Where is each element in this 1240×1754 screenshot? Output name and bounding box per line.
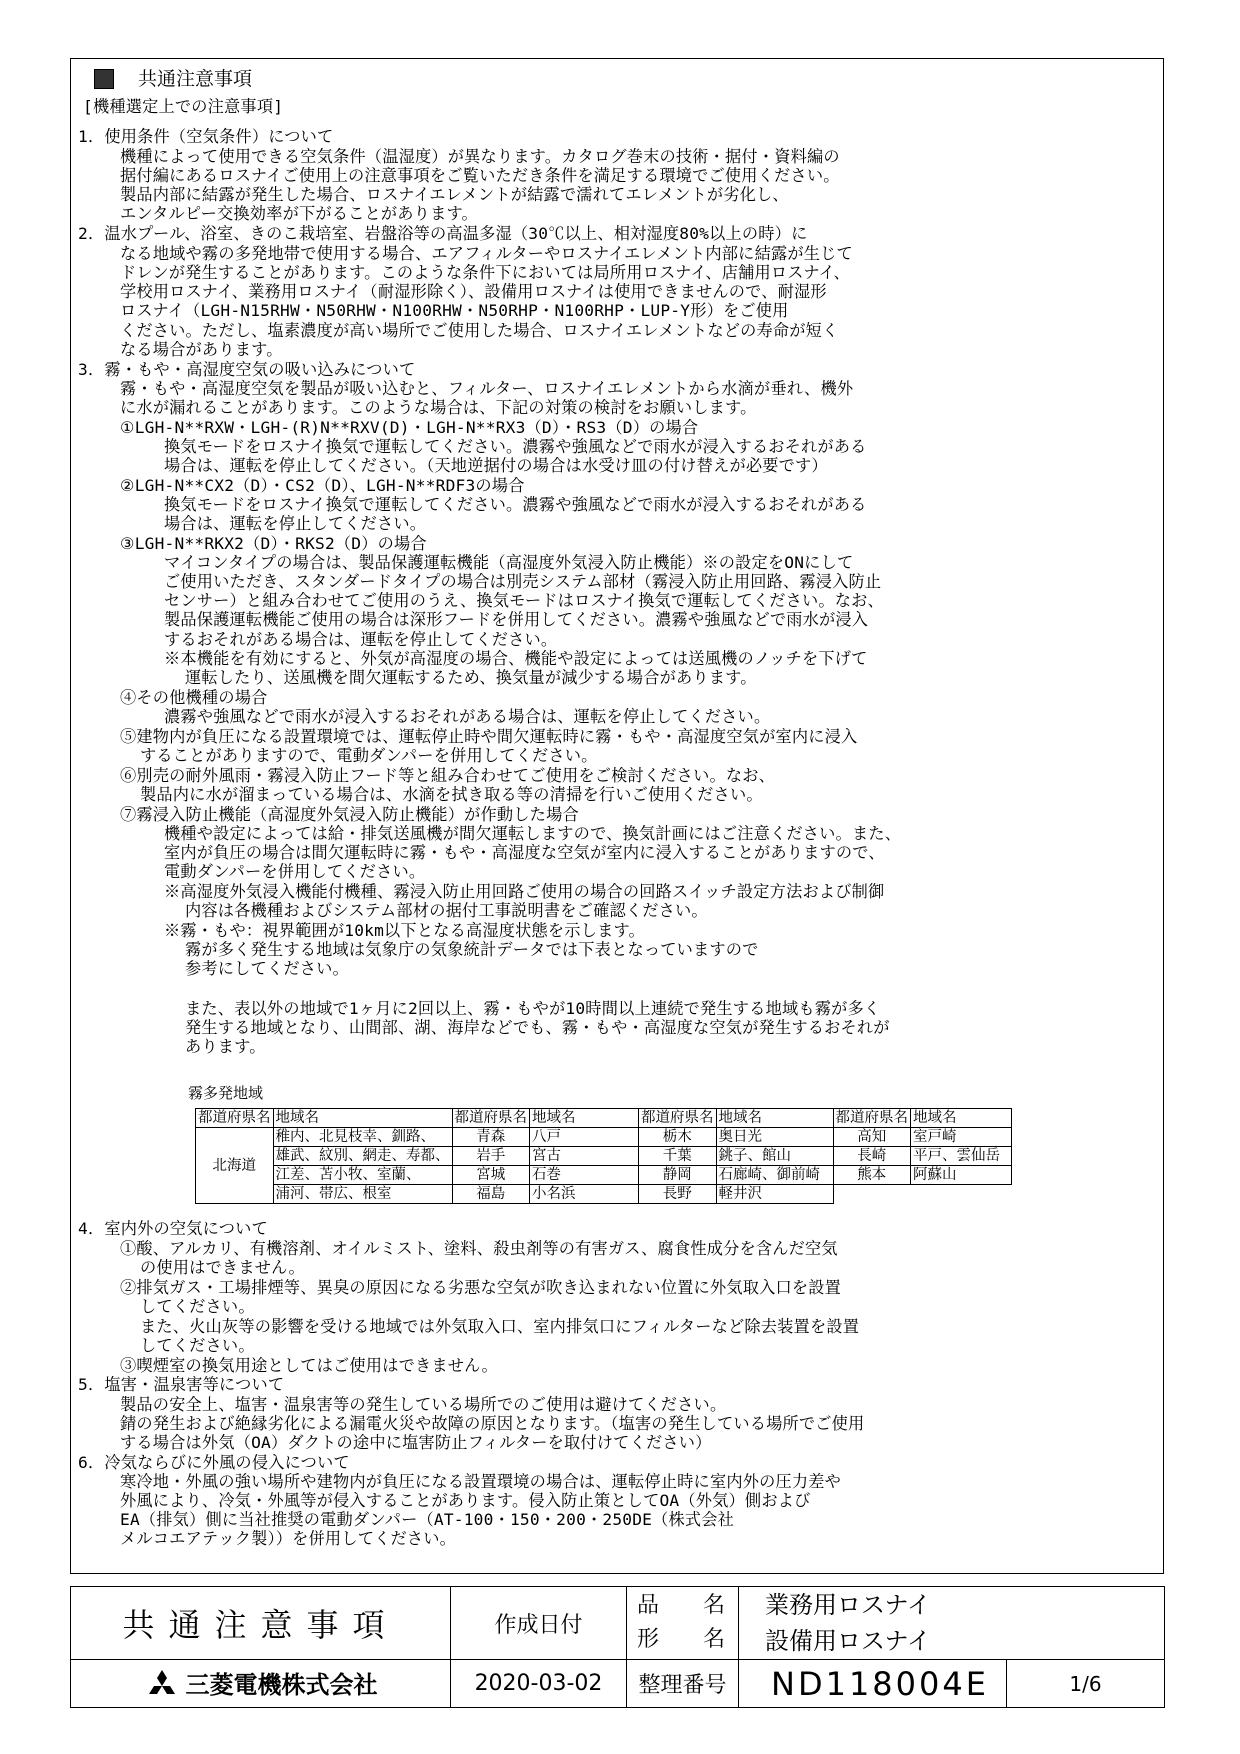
text-line: 寒冷地・外風の強い場所や建物内が負圧になる設置環境の場合は、運転停止時に室内外の圧力差や — [120, 1472, 842, 1491]
pref-cell: 長野 — [639, 1185, 717, 1204]
text-line: 1．使用条件（空気条件）について — [78, 127, 334, 146]
pref-cell: 静岡 — [639, 1166, 717, 1185]
table-row — [196, 1185, 1012, 1204]
area-cell: 石廊崎、御前崎 — [716, 1166, 833, 1185]
text-line: センサー）と組み合わせてご使用のうえ、換気モードはロスナイ換気で運転してください。なお、 — [164, 591, 884, 610]
text-line: ください。ただし、塩素濃度が高い場所でご使用した場合、ロスナイエレメントなどの寿命が短く — [120, 321, 839, 340]
company-name: 三菱電機株式会社 — [185, 1671, 378, 1699]
product-1: 業務用ロスナイ — [765, 1591, 931, 1619]
area-cell: 宮古 — [530, 1147, 639, 1166]
text-line: 機種や設定によっては給・排気送風機が間欠運転しますので、換気計画にはご注意ください。また、 — [164, 824, 902, 843]
fog-table-title: 霧多発地域 — [188, 1084, 264, 1102]
table-header-row — [196, 1109, 1012, 1128]
filled-square-icon — [94, 69, 114, 89]
text-line: ※高湿度外気浸入機能付機種、霧浸入防止用回路ご使用の場合の回路スイッチ設定方法および制御 — [164, 882, 885, 901]
text-line: 3．霧・もや・高湿度空気の吸い込みについて — [78, 360, 416, 379]
text-line: また、火山灰等の影響を受ける地域では外気取入口、室内排気口にフィルターなど除去装置を設置 — [140, 1317, 860, 1336]
text-line: 製品内部に結露が発生した場合、ロスナイエレメントが結露で濡れてエレメントが劣化し、 — [120, 185, 789, 204]
header-pref: 都道府県名 — [639, 1109, 717, 1128]
area-cell: 奥日光 — [716, 1128, 833, 1147]
area-cell: 江差、苫小牧、室蘭、 — [273, 1166, 452, 1185]
text-line: 場合は、運転を停止してください。 — [164, 514, 427, 533]
pref-cell: 宮城 — [452, 1166, 530, 1185]
area-cell: 室戸崎 — [911, 1128, 1012, 1147]
text-line: EA（排気）側に当社推奨の電動ダンパー（AT-100・150・200・250DE（株式会社 — [120, 1510, 735, 1529]
empty-cell — [911, 1185, 1012, 1204]
katamei-label-b: 名 — [703, 1627, 726, 1652]
text-line: 場合は、運転を停止してください。（天地逆据付の場合は水受け皿の付け替えが必要です） — [164, 456, 828, 475]
text-line: 運転したり、送風機を間欠運転するため、換気量が減少する場合があります。 — [185, 668, 757, 687]
product-name-labels — [627, 1587, 739, 1660]
page-number: 1/6 — [1007, 1660, 1165, 1708]
text-line: 換気モードをロスナイ換気で運転してください。濃霧や強風などで雨水が浸入するおそれがある — [164, 437, 867, 456]
area-cell: 軽井沢 — [716, 1185, 833, 1204]
text-line: してください。 — [140, 1297, 255, 1316]
text-line: ①酸、アルカリ、有機溶剤、オイルミスト、塗料、殺虫剤等の有害ガス、腐食性成分を含んだ空気 — [120, 1239, 838, 1258]
header-pref: 都道府県名 — [452, 1109, 530, 1128]
pref-cell: 熊本 — [833, 1166, 911, 1185]
text-line: ⑦霧浸入防止機能（高湿度外気浸入防止機能）が作動した場合 — [120, 805, 579, 824]
footer-title: 共通注意事項 — [71, 1587, 451, 1660]
product-2: 設備用ロスナイ — [765, 1627, 931, 1655]
area-cell: 銚子、館山 — [716, 1147, 833, 1166]
text-line: マイコンタイプの場合は、製品保護運転機能（高湿度外気浸入防止機能）※の設定をONにして — [164, 553, 854, 572]
header-pref: 都道府県名 — [833, 1109, 911, 1128]
text-line: あります。 — [185, 1037, 266, 1056]
hinmei-label-a: 品 — [637, 1593, 660, 1618]
text-line: 4．室内外の空気について — [78, 1219, 268, 1238]
text-line: 製品の安全上、塩害・温泉害等の発生している場所でのご使用は避けてください。 — [120, 1395, 727, 1414]
text-line: 室内が負圧の場合は間欠運転時に霧・もや・高湿度な空気が室内に浸入することがありますので、 — [164, 843, 885, 862]
area-cell: 石巻 — [530, 1166, 639, 1185]
header-area: 地域名 — [530, 1109, 639, 1128]
text-line: 換気モードをロスナイ換気で運転してください。濃霧や強風などで雨水が浸入するおそれがある — [164, 495, 867, 514]
text-line: ⑤建物内が負圧になる設置環境では、運転停止時や間欠運転時に霧・もや・高湿度空気が室内に浸入 — [120, 727, 858, 746]
text-line: 参考にしてください。 — [185, 959, 349, 978]
pref-cell: 高知 — [833, 1128, 911, 1147]
text-line: エンタルピー交換効率が下がることがあります。 — [120, 204, 478, 223]
seiri-label: 整理番号 — [627, 1660, 739, 1708]
text-line: なる地域や霧の多発地帯で使用する場合、エアフィルターやロスナイエレメント内部に結露が生じて — [120, 244, 853, 263]
text-line: ③LGH-N**RKX2（D）・RKS2（D）の場合 — [120, 534, 427, 553]
header-pref: 都道府県名 — [196, 1109, 274, 1128]
section-heading — [94, 66, 252, 92]
area-cell: 阿蘇山 — [911, 1166, 1012, 1185]
pref-cell: 栃木 — [639, 1128, 717, 1147]
text-line: ご使用いただき、スタンダードタイプの場合は別売システム部材（霧浸入防止用回路、霧浸入防止 — [164, 572, 882, 591]
text-line: 製品内に水が溜まっている場合は、水滴を拭き取る等の清掃を行いご使用ください。 — [140, 785, 763, 804]
created-label: 作成日付 — [451, 1587, 627, 1660]
text-line: ※霧・もや：視界範囲が10km以下となる高湿度状態を示します。 — [164, 921, 645, 940]
hinmei-label-b: 名 — [703, 1593, 726, 1618]
text-line: 霧が多く発生する地域は気象庁の気象統計データでは下表となっていますので — [185, 940, 759, 959]
text-line: ②LGH-N**CX2（D）・CS2（D）、LGH-N**RDF3の場合 — [120, 476, 525, 495]
text-line: 学校用ロスナイ、業務用ロスナイ（耐湿形除く）、設備用ロスナイは使用できませんので、耐湿形 — [120, 282, 827, 301]
text-line: してください。 — [140, 1336, 255, 1355]
pref-cell: 青森 — [452, 1128, 530, 1147]
fog-area-table — [195, 1108, 1012, 1204]
katamei-label-a: 形 — [637, 1627, 660, 1652]
text-line: することがありますので、電動ダンパーを併用してください。 — [140, 746, 598, 765]
text-line: ④その他機種の場合 — [120, 688, 268, 707]
text-line: ⑥別売の耐外風雨・霧浸入防止フード等と組み合わせてご使用をご検討ください。なお、 — [120, 766, 776, 785]
text-line: ①LGH-N**RXW・LGH-(R)N**RXV(D)・LGH-N**RX3（D）・RS3（D）の場合 — [120, 418, 699, 437]
header-area: 地域名 — [911, 1109, 1012, 1128]
area-cell: 小名浜 — [530, 1185, 639, 1204]
header-area: 地域名 — [273, 1109, 452, 1128]
table-row — [196, 1128, 1012, 1147]
text-line: するおそれがある場合は、運転を停止してください。 — [164, 630, 558, 649]
header-area: 地域名 — [716, 1109, 833, 1128]
text-line: に水が漏れることがあります。このような場合は、下記の対策の検討をお願いします。 — [120, 398, 757, 417]
area-cell: 平戸、雲仙岳 — [911, 1147, 1012, 1166]
text-line: ③喫煙室の換気用途としてはご使用はできません。 — [120, 1356, 498, 1375]
text-line: 外風により、冷気・外風等が侵入することがあります。侵入防止策としてOA（外気）側および — [120, 1491, 811, 1510]
table-row — [196, 1147, 1012, 1166]
area-cell: 雄武、紋別、網走、寿都、 — [273, 1147, 452, 1166]
text-line: メルコエアテック製））を併用してください。 — [120, 1529, 457, 1548]
text-line: 濃霧や強風などで雨水が浸入するおそれがある場合は、運転を停止してください。 — [164, 707, 771, 726]
section-heading-text: 共通注意事項 — [138, 68, 253, 90]
text-line: 内容は各機種およびシステム部材の据付工事説明書をご確認ください。 — [185, 901, 708, 920]
area-cell: 浦河、帯広、根室 — [273, 1185, 452, 1204]
text-line: 据付編にあるロスナイご使用上の注意事項をご覧いただき条件を満足する環境でご使用ください。 — [120, 166, 840, 185]
text-line: 製品保護運転機能ご使用の場合は深形フードを併用してください。濃霧や強風などで雨水が浸入 — [164, 610, 869, 629]
pref-cell: 長崎 — [833, 1147, 911, 1166]
pref-cell: 北海道 — [196, 1128, 274, 1204]
title-block — [70, 1586, 1165, 1708]
text-line: の使用はできません。 — [140, 1258, 305, 1277]
created-date: 2020-03-02 — [451, 1660, 627, 1708]
pref-cell: 福島 — [452, 1185, 530, 1204]
pref-cell: 千葉 — [639, 1147, 717, 1166]
text-line: 発生する地域となり、山間部、湖、海岸などでも、霧・もや・高湿度な空気が発生するおそれが — [185, 1018, 890, 1037]
empty-cell — [833, 1185, 911, 1204]
text-line: 機種によって使用できる空気条件（温湿度）が異なります。カタログ巻末の技術・据付・資料編の — [120, 147, 840, 166]
area-cell: 稚内、北見枝幸、釧路、 — [273, 1128, 452, 1147]
text-line: [機種選定上での注意事項] — [83, 97, 284, 116]
text-line: 錆の発生および絶縁劣化による漏電火災や故障の原因となります。（塩害の発生している場所でご使用 — [120, 1414, 865, 1433]
text-line: ②排気ガス・工場排煙等、異臭の原因になる劣悪な空気が吹き込まれない位置に外気取入口を設置 — [120, 1278, 842, 1297]
product-names — [739, 1587, 1165, 1660]
text-line: 6．冷気ならびに外風の侵入について — [78, 1453, 350, 1472]
text-line: ロスナイ（LGH-N15RHW・N50RHW・N100RHW・N50RHP・N100RHP・LUP-Y形）をご使用 — [120, 301, 789, 320]
text-line: 霧・もや・高湿度空気を製品が吸い込むと、フィルター、ロスナイエレメントから水滴が垂れ、機外 — [120, 379, 854, 398]
text-line: また、表以外の地域で1ヶ月に2回以上、霧・もやが10時間以上連続で発生する地域も霧が多く — [185, 999, 881, 1018]
text-line: 5．塩害・温泉害等について — [78, 1375, 285, 1394]
text-line: 電動ダンパーを併用してください。 — [164, 862, 426, 881]
text-line: する場合は外気（OA）ダクトの途中に塩害防止フィルターを取付けてください） — [120, 1433, 712, 1452]
area-cell: 八戸 — [530, 1128, 639, 1147]
mitsubishi-three-diamonds-icon — [144, 1670, 180, 1702]
text-line: 2．温水プール、浴室、きのこ栽培室、岩盤浴等の高温多湿（30℃以上、相対湿度80%以上の時）に — [78, 224, 808, 243]
document-number: ND118004E — [739, 1660, 1007, 1708]
text-line: ドレンが発生することがあります。このような条件下においては局所用ロスナイ、店舗用ロスナイ、 — [120, 263, 850, 282]
text-line: ※本機能を有効にすると、外気が高湿度の場合、機能や設定によっては送風機のノッチを下げて — [164, 649, 868, 668]
company-logo — [71, 1660, 451, 1708]
pref-cell: 岩手 — [452, 1147, 530, 1166]
table-row — [196, 1166, 1012, 1185]
text-line: なる場合があります。 — [120, 340, 283, 359]
